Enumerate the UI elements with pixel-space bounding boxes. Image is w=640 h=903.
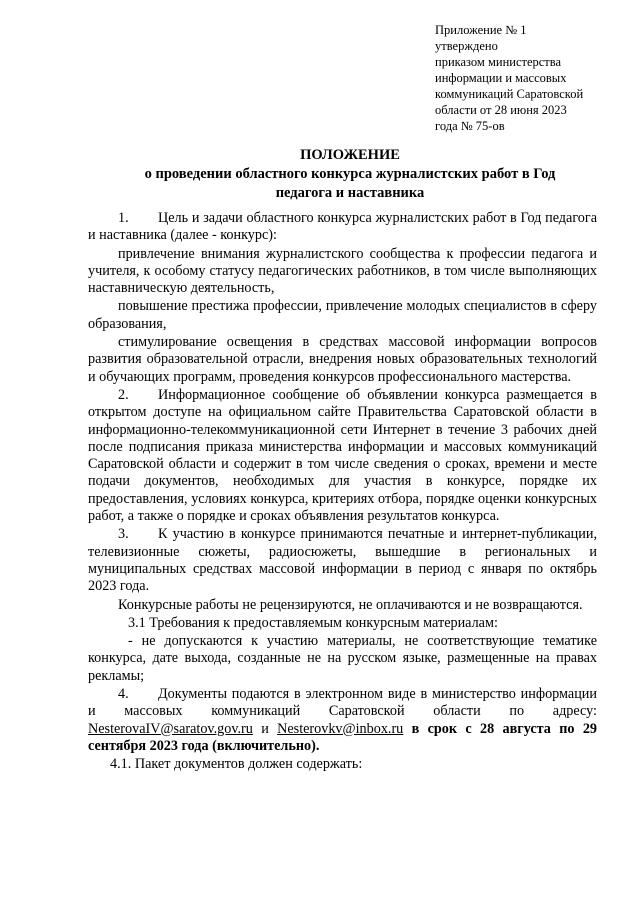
section-number: 1.	[118, 210, 129, 226]
conjunction: и	[261, 720, 269, 737]
section-number: 4.	[118, 686, 129, 703]
title-subtitle-line-2: педагога и наставника	[275, 185, 425, 201]
appendix-approval-block	[435, 22, 630, 134]
section-4	[88, 686, 597, 755]
section-1-item-c: стимулирование освещения в средствах массовой информации вопросов развития образовательной отрасли, внедрения новых образовательных технологий и обучающих программ, проведения конкурсов профессионального мастерства.	[88, 334, 597, 385]
section-text: Информационное сообщение об объявлении конкурса размещается в открытом доступе на официальном сайте Правительства Саратовской области в информационно-телекоммуникационной сети Интернет в течение 3 рабочих дней после подписания приказа министерства информации и массовых коммуникаций Саратовской области и содержит в том числе сведения о сроках, времени и месте подачи документов, необходимых для участия в конкурсе, порядке их предоставления, условиях конкурса, критериях отбора, порядке оценки конкурсных работ, а также о порядке и сроках объявления результатов конкурса.	[88, 386, 597, 525]
appendix-line: Приложение № 1	[435, 23, 527, 37]
email-link-1[interactable]: NesterovaIV@saratov.gov.ru	[88, 720, 253, 737]
appendix-line: области от 28 июня 2023	[435, 103, 567, 117]
section-3-1: 3.1 Требования к предоставляемым конкурсным материалам:	[128, 614, 498, 631]
section-4-1: 4.1. Пакет документов должен содержать:	[110, 756, 363, 773]
section-number: 2.	[118, 386, 129, 403]
section-text: Документы подаются в электронном виде в министерство информации и массовых коммуникаций Саратовской области по адресу:	[88, 686, 597, 720]
appendix-line: года № 75-ов	[435, 119, 505, 133]
appendix-line: приказом министерства	[435, 55, 562, 69]
section-3-note: Конкурсные работы не рецензируются, не оплачиваются и не возвращаются.	[118, 596, 583, 613]
section-1-item-b: повышение престижа профессии, привлечение молодых специалистов в сферу образования,	[88, 298, 597, 332]
title-heading: ПОЛОЖЕНИЕ	[300, 147, 400, 163]
section-2	[88, 387, 597, 525]
section-text: К участию в конкурсе принимаются печатные и интернет-публикации, телевизионные сюжеты, радиосюжеты, вышедшие в региональных и муниципальных средствах массовой информации в период с января по октябрь 2023 года.	[88, 526, 597, 595]
document-body	[88, 210, 597, 775]
email-link-2[interactable]: Nesterovkv@inbox.ru	[277, 720, 404, 737]
appendix-line: утверждено	[435, 39, 498, 53]
document-title	[90, 146, 610, 203]
section-number: 3.	[118, 526, 129, 543]
title-subtitle-line-1: о проведении областного конкурса журналистских работ в Год	[144, 166, 556, 182]
appendix-line: информации и массовых	[435, 71, 567, 85]
section-1-item-a: привлечение внимания журналистского сообщества к профессии педагога и учителя, к особому статусу педагогических работников, в том числе выполняющих наставническую деятельность,	[88, 245, 597, 297]
submission-deadline: в срок с 28 августа по 29 сентября 2023 года (включительно).	[88, 720, 598, 754]
section-text: Цель и задачи областного конкурса журналистских работ в Год педагога и наставника (далее - конкурс):	[88, 210, 597, 244]
appendix-line: коммуникаций Саратовской	[435, 87, 584, 101]
section-3	[88, 526, 597, 595]
section-1	[88, 210, 597, 245]
section-3-1-item: - не допускаются к участию материалы, не соответствующие тематике конкурса, дате выхода, созданные не на русском языке, размещенные на правах рекламы;	[88, 633, 597, 684]
